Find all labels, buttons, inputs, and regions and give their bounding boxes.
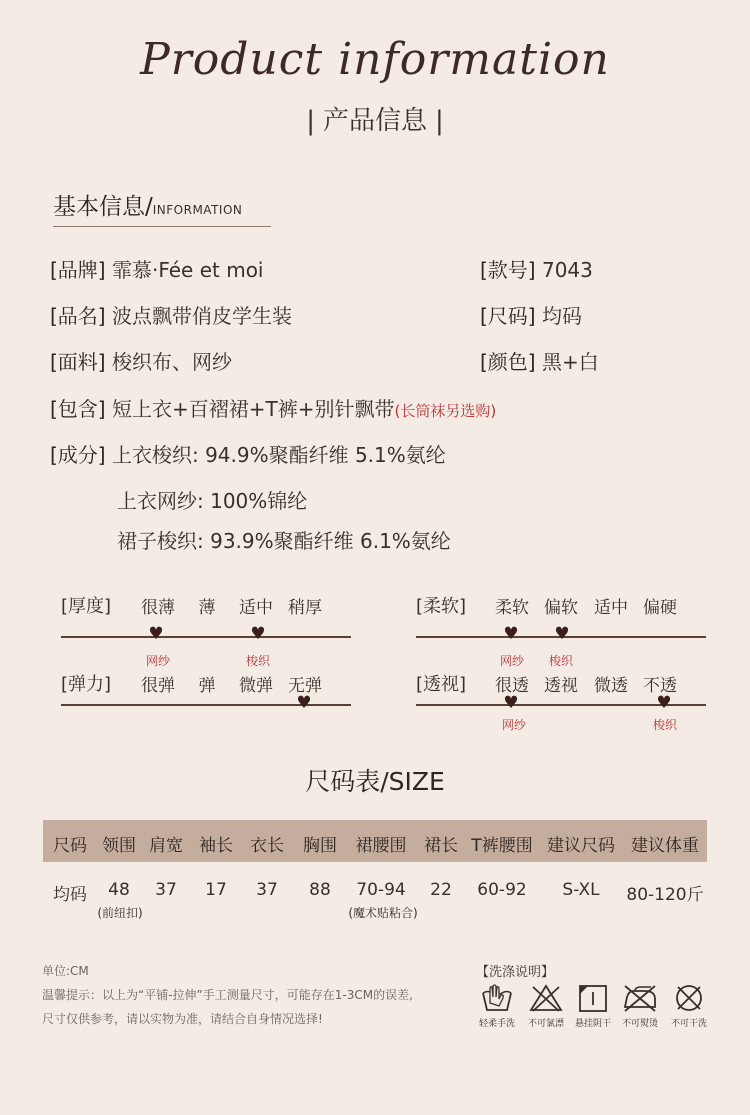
wash-label: 轻柔手洗 xyxy=(478,1019,515,1029)
table-cell: 80-120斤 xyxy=(626,885,704,905)
table-cell: 70-94 xyxy=(356,880,406,900)
header-cell: 领围 xyxy=(102,836,136,856)
wash-label: 不可干洗 xyxy=(670,1019,707,1029)
info-fabric: [面料] 梭织布、网纱 xyxy=(50,350,232,374)
wash-title: 【洗涤说明】 xyxy=(476,965,555,980)
size-note-waist: (魔术贴粘合) xyxy=(348,906,418,920)
table-cell: 60-92 xyxy=(477,880,527,900)
scale-elasticity xyxy=(61,670,351,713)
scale-option: 偏硬 xyxy=(643,598,677,618)
info-fabric-value: 梭织布、网纱 xyxy=(111,350,232,374)
scale-option: 弹 xyxy=(198,676,216,696)
info-model: [款号] 7043 xyxy=(480,258,593,282)
info-name-value: 波点飘带俏皮学生装 xyxy=(111,304,292,328)
scale-option: 微透 xyxy=(594,676,628,696)
table-cell: 22 xyxy=(430,880,452,900)
title-cn-text: 产品信息 xyxy=(322,106,427,136)
heart-marker-icon: ♥ xyxy=(503,624,519,644)
scale-option: 很弹 xyxy=(141,676,175,696)
info-includes-note: (长筒袜另选购) xyxy=(394,402,497,420)
size-table-header xyxy=(43,820,707,862)
info-model-value: 7043 xyxy=(541,258,593,282)
no-bleach-icon xyxy=(529,983,563,1013)
header-cell: 建议体重 xyxy=(631,836,699,856)
scale-softness-label: [柔软] xyxy=(416,596,467,617)
scale-option: 柔软 xyxy=(495,598,529,618)
scale-transparency-label: [透视] xyxy=(416,674,467,695)
header-cell: 袖长 xyxy=(199,836,233,856)
table-cell: 37 xyxy=(256,880,278,900)
scale-track xyxy=(61,636,351,638)
info-brand: [品牌] 霏慕·Fée et moi xyxy=(50,258,264,282)
composition-line-3: 裙子梭织: 93.9%聚酯纤维 6.1%氨纶 xyxy=(117,529,451,553)
size-note-collar: (前纽扣) xyxy=(97,906,143,920)
table-cell: S-XL xyxy=(562,880,600,900)
table-cell: 均码 xyxy=(53,885,87,905)
header-cell: 胸围 xyxy=(303,836,337,856)
header-cell: 建议尺码 xyxy=(547,836,615,856)
scale-option: 适中 xyxy=(239,598,273,618)
scale-option: 很薄 xyxy=(141,598,175,618)
scale-transparency xyxy=(416,670,706,732)
info-name: [品名] 波点飘带俏皮学生装 xyxy=(50,304,292,328)
info-includes-value: 短上衣+百褶裙+T裤+别针飘带 xyxy=(111,397,395,421)
tip-line-2: 尺寸仅供参考，请以实物为准，请结合自身情况选择! xyxy=(42,1012,323,1026)
heart-marker-icon: ♥ xyxy=(503,693,519,713)
composition-line-1: 上衣梭织: 94.9%聚酯纤维 5.1%氨纶 xyxy=(111,443,446,467)
composition-line-2: 上衣网纱: 100%锦纶 xyxy=(117,489,308,513)
section-heading xyxy=(53,188,242,221)
hand-wash-icon xyxy=(480,983,514,1013)
info-composition: [成分] 上衣梭织: 94.9%聚酯纤维 5.1%氨纶 xyxy=(50,443,446,467)
title-cn: | 产品信息 | xyxy=(306,106,444,136)
scale-option: 稍厚 xyxy=(288,598,322,618)
section-title-cn: 基本信息/ xyxy=(53,194,153,220)
info-size: [尺码] 均码 xyxy=(480,304,582,328)
section-underline xyxy=(53,226,271,227)
wash-item xyxy=(469,983,525,1029)
header-cell: T裤腰围 xyxy=(471,836,533,856)
scale-option: 不透 xyxy=(643,676,677,696)
wash-label: 悬挂阴干 xyxy=(574,1019,611,1029)
section-title-en: INFORMATION xyxy=(152,203,243,217)
scale-option: 很透 xyxy=(495,676,529,696)
unit-note: 单位:CM xyxy=(42,964,89,978)
scale-option: 微弹 xyxy=(239,676,273,696)
wash-label: 不可熨烫 xyxy=(621,1019,658,1029)
header-cell: 衣长 xyxy=(250,836,284,856)
wash-label: 不可氯漂 xyxy=(527,1019,564,1029)
scale-thickness xyxy=(61,592,351,668)
scale-tag: 梭织 xyxy=(548,654,574,668)
info-color: [颜色] 黑+白 xyxy=(480,350,599,374)
table-cell: 37 xyxy=(155,880,177,900)
scale-elasticity-label: [弹力] xyxy=(61,674,112,695)
header-cell: 裙长 xyxy=(424,836,458,856)
header-cell: 肩宽 xyxy=(149,836,183,856)
table-cell: 88 xyxy=(309,880,331,900)
info-brand-value: 霏慕·Fée et moi xyxy=(111,258,264,282)
title-script: Product information xyxy=(140,34,610,85)
heart-marker-icon: ♥ xyxy=(148,624,164,644)
table-cell: 17 xyxy=(205,880,227,900)
size-table-title: 尺码表/SIZE xyxy=(305,767,445,796)
info-size-value: 均码 xyxy=(541,304,582,328)
info-includes: [包含] 短上衣+百褶裙+T裤+别针飘带(长筒袜另选购) xyxy=(50,397,497,421)
header-cell: 裙腰围 xyxy=(355,836,407,856)
scale-softness xyxy=(416,592,706,668)
table-cell: 48 xyxy=(108,880,130,900)
scale-option: 透视 xyxy=(544,676,578,696)
scale-option: 薄 xyxy=(198,598,216,618)
scale-thickness-label: [厚度] xyxy=(61,596,112,617)
no-dry-clean-icon xyxy=(672,983,706,1013)
scale-tag: 网纱 xyxy=(499,654,525,668)
scale-option: 偏软 xyxy=(544,598,578,618)
tip-line-1: 温馨提示：以上为“平铺-拉伸”手工测量尺寸，可能存在1-3CM的误差, xyxy=(42,988,413,1002)
heart-marker-icon: ♥ xyxy=(250,624,266,644)
scale-tag: 网纱 xyxy=(501,718,527,732)
heart-marker-icon: ♥ xyxy=(296,693,312,713)
wash-item xyxy=(612,983,668,1029)
scale-tag: 网纱 xyxy=(145,654,171,668)
heart-marker-icon: ♥ xyxy=(554,624,570,644)
heart-marker-icon: ♥ xyxy=(656,693,672,713)
header-cell: 尺码 xyxy=(53,836,87,856)
hang-dry-shade-icon xyxy=(576,983,610,1013)
scale-option: 无弹 xyxy=(288,676,322,696)
wash-item xyxy=(661,983,717,1029)
scale-tag: 梭织 xyxy=(652,718,678,732)
info-color-value: 黑+白 xyxy=(541,350,599,374)
no-iron-icon xyxy=(621,983,659,1013)
scale-option: 适中 xyxy=(594,598,628,618)
scale-tag: 梭织 xyxy=(245,654,271,668)
